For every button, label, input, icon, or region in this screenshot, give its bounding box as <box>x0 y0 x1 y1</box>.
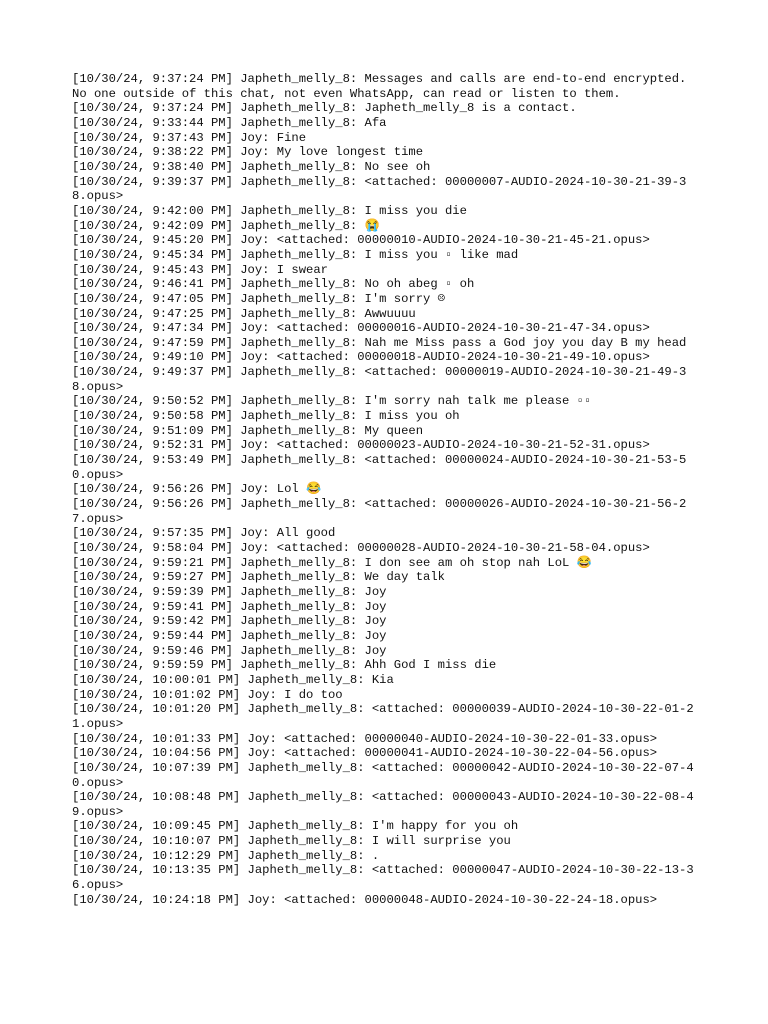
chat-line: [10/30/24, 9:59:46 PM] Japheth_melly_8: Joy <box>72 643 387 658</box>
chat-line: [10/30/24, 9:46:41 PM] Japheth_melly_8: No oh abeg ▫ oh <box>72 277 475 292</box>
chat-line: [10/30/24, 9:56:26 PM] Joy: Lol 😂 <box>72 482 322 497</box>
chat-line: [10/30/24, 9:45:34 PM] Japheth_melly_8: I miss you ▫ like mad <box>72 247 519 262</box>
chat-line: [10/30/24, 10:09:45 PM] Japheth_melly_8: I'm happy for you oh <box>72 819 519 834</box>
chat-line: [10/30/24, 9:53:49 PM] Japheth_melly_8: <attached: 00000024-AUDIO-2024-10-30-21-53-50.opus> <box>72 453 687 482</box>
chat-line: [10/30/24, 10:01:02 PM] Joy: I do too <box>72 687 343 702</box>
chat-line: [10/30/24, 10:00:01 PM] Japheth_melly_8: Kia <box>72 672 394 687</box>
chat-line: [10/30/24, 9:59:42 PM] Japheth_melly_8: Joy <box>72 614 387 629</box>
chat-line: [10/30/24, 10:08:48 PM] Japheth_melly_8: <attached: 00000043-AUDIO-2024-10-30-22-08-49.opus> <box>72 790 694 819</box>
chat-line: [10/30/24, 9:49:37 PM] Japheth_melly_8: <attached: 00000019-AUDIO-2024-10-30-21-49-38.opus> <box>72 365 687 394</box>
chat-line: [10/30/24, 9:59:41 PM] Japheth_melly_8: Joy <box>72 599 387 614</box>
chat-line: [10/30/24, 9:57:35 PM] Joy: All good <box>72 526 336 541</box>
chat-line: [10/30/24, 9:37:43 PM] Joy: Fine <box>72 130 307 145</box>
chat-line: [10/30/24, 9:37:24 PM] Japheth_melly_8: Messages and calls are end-to-end encrypted. No one outside of this chat, not even WhatsApp, can read or listen to them. <box>72 72 694 101</box>
chat-line: [10/30/24, 9:37:24 PM] Japheth_melly_8: Japheth_melly_8 is a contact. <box>72 101 577 116</box>
chat-line: [10/30/24, 10:04:56 PM] Joy: <attached: 00000041-AUDIO-2024-10-30-22-04-56.opus> <box>72 746 658 761</box>
chat-line: [10/30/24, 9:49:10 PM] Joy: <attached: 00000018-AUDIO-2024-10-30-21-49-10.opus> <box>72 350 650 365</box>
chat-line: [10/30/24, 9:33:44 PM] Japheth_melly_8: Afa <box>72 115 387 130</box>
chat-line: [10/30/24, 9:47:25 PM] Japheth_melly_8: Awwuuuu <box>72 306 416 321</box>
chat-line: [10/30/24, 9:42:09 PM] Japheth_melly_8: 😭 <box>72 218 380 233</box>
chat-line: [10/30/24, 9:59:44 PM] Japheth_melly_8: Joy <box>72 628 387 643</box>
chat-line: [10/30/24, 9:47:05 PM] Japheth_melly_8: I'm sorry ☹ <box>72 291 446 306</box>
chat-line: [10/30/24, 9:45:20 PM] Joy: <attached: 00000010-AUDIO-2024-10-30-21-45-21.opus> <box>72 233 650 248</box>
chat-line: [10/30/24, 9:50:58 PM] Japheth_melly_8: I miss you oh <box>72 409 460 424</box>
chat-line: [10/30/24, 10:24:18 PM] Joy: <attached: 00000048-AUDIO-2024-10-30-22-24-18.opus> <box>72 892 658 907</box>
chat-export-text <box>72 72 696 907</box>
chat-line: [10/30/24, 9:58:04 PM] Joy: <attached: 00000028-AUDIO-2024-10-30-21-58-04.opus> <box>72 541 650 555</box>
chat-line: [10/30/24, 9:38:22 PM] Joy: My love longest time <box>72 145 424 160</box>
chat-line: [10/30/24, 9:56:26 PM] Japheth_melly_8: <attached: 00000026-AUDIO-2024-10-30-21-56-27.opus> <box>72 497 687 526</box>
chat-line: [10/30/24, 9:51:09 PM] Japheth_melly_8: My queen <box>72 423 424 438</box>
chat-line: [10/30/24, 10:01:20 PM] Japheth_melly_8: <attached: 00000039-AUDIO-2024-10-30-22-01-21.opus> <box>72 702 694 731</box>
chat-line: [10/30/24, 9:59:39 PM] Japheth_melly_8: Joy <box>72 584 387 599</box>
chat-line: [10/30/24, 10:13:35 PM] Japheth_melly_8: <attached: 00000047-AUDIO-2024-10-30-22-13-36.opus> <box>72 863 694 893</box>
chat-line: [10/30/24, 9:38:40 PM] Japheth_melly_8: No see oh <box>72 159 431 174</box>
chat-line: [10/30/24, 9:39:37 PM] Japheth_melly_8: <attached: 00000007-AUDIO-2024-10-30-21-39-38.opus> <box>72 174 687 204</box>
chat-line: [10/30/24, 9:52:31 PM] Joy: <attached: 00000023-AUDIO-2024-10-30-21-52-31.opus> <box>72 438 650 453</box>
chat-line: [10/30/24, 9:47:34 PM] Joy: <attached: 00000016-AUDIO-2024-10-30-21-47-34.opus> <box>72 321 650 336</box>
chat-line: [10/30/24, 10:12:29 PM] Japheth_melly_8: . <box>72 848 380 863</box>
chat-line: [10/30/24, 9:50:52 PM] Japheth_melly_8: I'm sorry nah talk me please ▫▫ <box>72 394 592 409</box>
chat-line: [10/30/24, 10:07:39 PM] Japheth_melly_8: <attached: 00000042-AUDIO-2024-10-30-22-07-40.opus> <box>72 760 694 790</box>
chat-line: [10/30/24, 9:59:59 PM] Japheth_melly_8: Ahh God I miss die <box>72 658 497 673</box>
chat-line: [10/30/24, 10:10:07 PM] Japheth_melly_8: I will surprise you <box>72 834 511 849</box>
chat-line: [10/30/24, 9:45:43 PM] Joy: I swear <box>72 262 328 277</box>
chat-line: [10/30/24, 9:59:27 PM] Japheth_melly_8: We day talk <box>72 570 445 585</box>
chat-line: [10/30/24, 9:59:21 PM] Japheth_melly_8: I don see am oh stop nah LoL 😂 <box>72 555 592 570</box>
chat-line: [10/30/24, 9:47:59 PM] Japheth_melly_8: Nah me Miss pass a God joy you day B my head <box>72 335 687 350</box>
chat-line: [10/30/24, 9:42:00 PM] Japheth_melly_8: I miss you die <box>72 203 467 218</box>
chat-line: [10/30/24, 10:01:33 PM] Joy: <attached: 00000040-AUDIO-2024-10-30-22-01-33.opus> <box>72 731 658 746</box>
